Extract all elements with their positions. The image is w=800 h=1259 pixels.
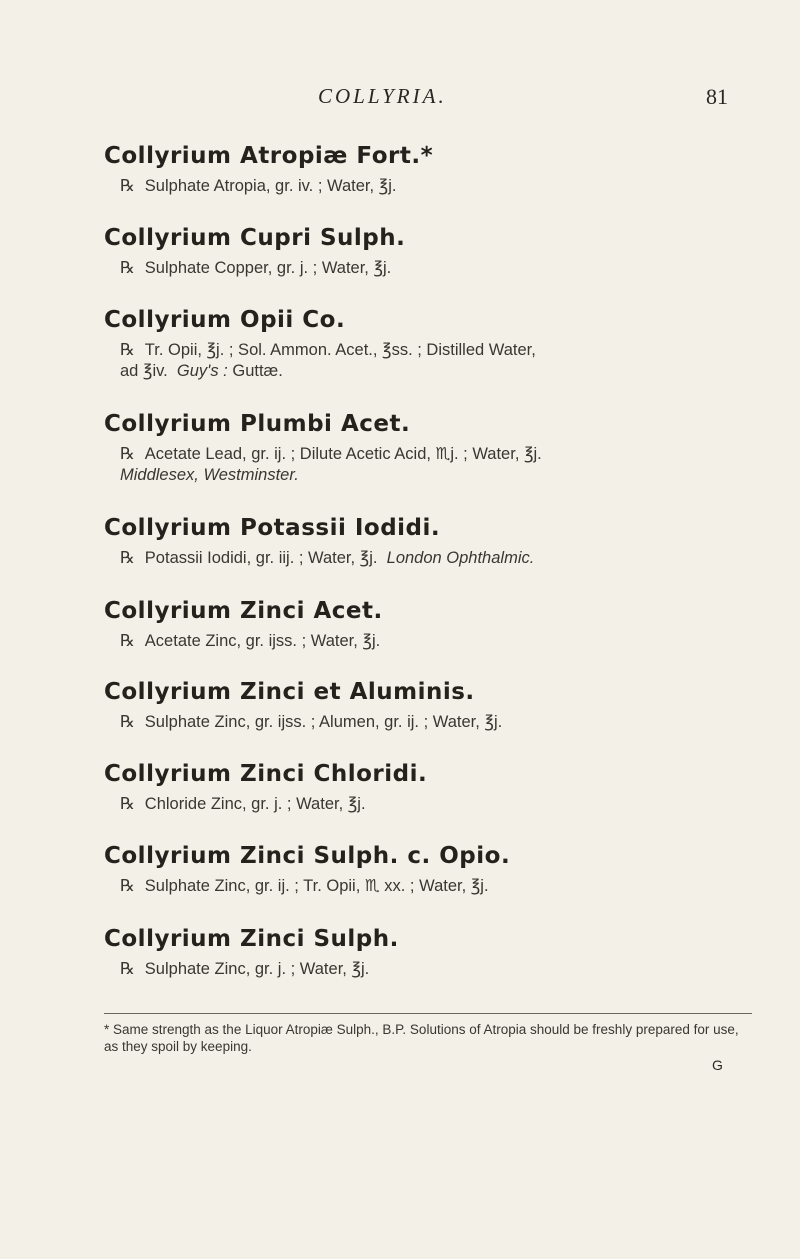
recipe-symbol-icon: ℞ bbox=[120, 444, 135, 463]
formula-entry bbox=[104, 926, 744, 980]
formula-entry bbox=[104, 225, 744, 279]
formula-entry bbox=[104, 679, 744, 733]
hospital-reference: Guy's : bbox=[176, 362, 228, 380]
hospital-reference: London Ophthalmic. bbox=[386, 549, 535, 567]
formula-title: Collyrium Potassii Iodidi. bbox=[104, 515, 441, 541]
prescription-continuation bbox=[120, 361, 744, 382]
formula-entry bbox=[104, 143, 744, 197]
formula-title: Collyrium Atropiæ Fort.* bbox=[104, 143, 434, 169]
prescription-text: Sulphate Atropia, gr. iv. ; Water, ℥j. bbox=[144, 177, 397, 195]
running-head-title: COLLYRIA. bbox=[318, 84, 447, 108]
running-head bbox=[0, 84, 800, 114]
prescription-text: Tr. Opii, ℥j. ; Sol. Ammon. Acet., ℥ss. ; Distilled Water, bbox=[144, 341, 536, 359]
formula-entry bbox=[104, 411, 744, 486]
recipe-symbol-icon: ℞ bbox=[120, 631, 135, 650]
prescription-text: Sulphate Copper, gr. j. ; Water, ℥j. bbox=[144, 259, 392, 277]
recipe-symbol-icon: ℞ bbox=[120, 548, 135, 567]
recipe-symbol-icon: ℞ bbox=[120, 794, 135, 813]
hospital-reference: Middlesex, Westminster. bbox=[120, 466, 299, 484]
prescription-cont-text: ad ℥iv. bbox=[120, 362, 168, 380]
prescription-text: Acetate Zinc, gr. ijss. ; Water, ℥j. bbox=[144, 632, 381, 650]
footnote: * Same strength as the Liquor Atropiæ Sulph., B.P. Solutions of Atropia should be freshly prepared for use, as they spoil by keeping. bbox=[104, 1022, 739, 1054]
prescription-line bbox=[120, 257, 744, 279]
signature-mark: G bbox=[712, 1057, 723, 1073]
prescription-text: Sulphate Zinc, gr. ijss. ; Alumen, gr. ij. ; Water, ℥j. bbox=[144, 713, 503, 731]
prescription-tail: Guttæ. bbox=[232, 362, 283, 380]
recipe-symbol-icon: ℞ bbox=[120, 340, 135, 359]
prescription-line bbox=[120, 630, 744, 652]
recipe-symbol-icon: ℞ bbox=[120, 959, 135, 978]
formula-title: Collyrium Zinci et Aluminis. bbox=[104, 679, 475, 705]
prescription-line bbox=[120, 339, 744, 382]
recipe-symbol-icon: ℞ bbox=[120, 176, 135, 195]
recipe-symbol-icon: ℞ bbox=[120, 712, 135, 731]
formula-title: Collyrium Opii Co. bbox=[104, 307, 346, 333]
prescription-text: Sulphate Zinc, gr. j. ; Water, ℥j. bbox=[144, 960, 370, 978]
prescription-line bbox=[120, 958, 744, 980]
recipe-symbol-icon: ℞ bbox=[120, 258, 135, 277]
formula-entry bbox=[104, 843, 744, 897]
prescription-line bbox=[120, 443, 744, 486]
formula-entry bbox=[104, 515, 744, 569]
formula-title: Collyrium Zinci Acet. bbox=[104, 598, 383, 624]
prescription-line bbox=[120, 875, 744, 897]
page-number: 81 bbox=[706, 84, 728, 109]
formula-title: Collyrium Zinci Sulph. c. Opio. bbox=[104, 843, 511, 869]
formula-title: Collyrium Cupri Sulph. bbox=[104, 225, 406, 251]
formula-entry bbox=[104, 598, 744, 652]
prescription-line bbox=[120, 175, 744, 197]
prescription-text: Sulphate Zinc, gr. ij. ; Tr. Opii, ♏ xx. ; Water, ℥j. bbox=[144, 877, 489, 895]
formula-title: Collyrium Zinci Chloridi. bbox=[104, 761, 428, 787]
formula-entry bbox=[104, 761, 744, 815]
recipe-symbol-icon: ℞ bbox=[120, 876, 135, 895]
footnote-divider bbox=[104, 1013, 752, 1014]
formula-entry bbox=[104, 307, 744, 382]
formula-title: Collyrium Plumbi Acet. bbox=[104, 411, 411, 437]
prescription-line bbox=[120, 711, 744, 733]
prescription-line bbox=[120, 547, 744, 569]
prescription-text: Acetate Lead, gr. ij. ; Dilute Acetic Acid, ♏j. ; Water, ℥j. bbox=[144, 445, 542, 463]
formula-title: Collyrium Zinci Sulph. bbox=[104, 926, 399, 952]
prescription-text: Chloride Zinc, gr. j. ; Water, ℥j. bbox=[144, 795, 366, 813]
prescription-text: Potassii Iodidi, gr. iij. ; Water, ℥j. bbox=[144, 549, 378, 567]
prescription-line bbox=[120, 793, 744, 815]
